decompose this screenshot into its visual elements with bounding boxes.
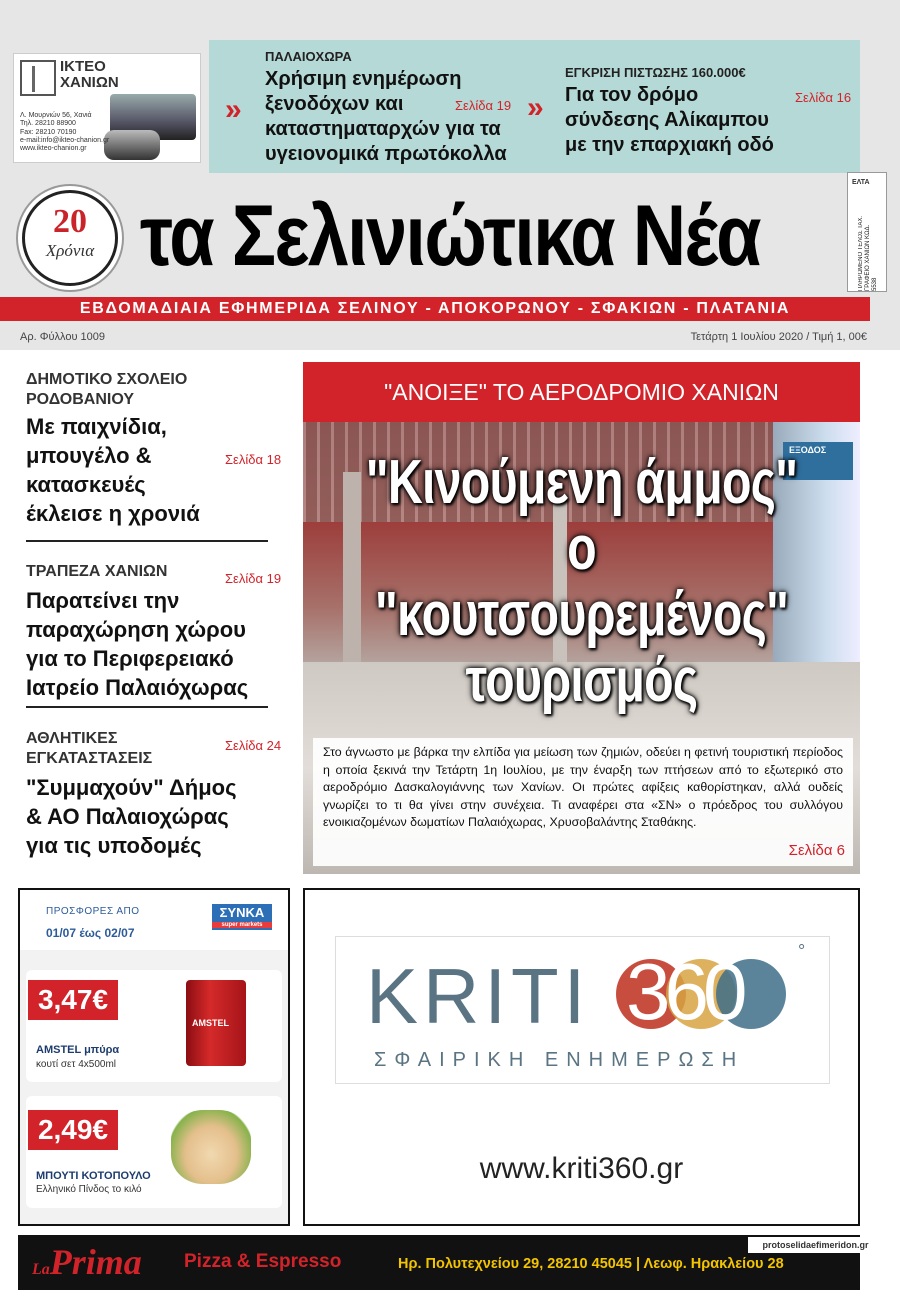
story-3-page: Σελίδα 24 <box>225 738 282 753</box>
synka-brand: ΣΥΝΚΑ <box>219 905 265 920</box>
teaser-right[interactable] <box>565 65 805 158</box>
subtitle-strip: ΕΒΔΟΜΑΔΙΑΙΑ ΕΦΗΜΕΡΙΔΑ ΣΕΛΙΝΟΥ - ΑΠΟΚΟΡΩΝΟΥ - ΣΦΑΚΙΩΝ - ΠΛΑΤΑΝΙΑ <box>0 297 870 321</box>
kriti360-logo <box>335 936 830 1084</box>
kriti-word: KRITI <box>366 952 591 1040</box>
elta-label: ΕΛΤΑ <box>852 179 870 186</box>
ikteo-name-line1: ΙΚΤΕΟ <box>60 58 106 75</box>
story-3-head-line2: & ΑΟ Παλαιοχώρας <box>26 804 229 829</box>
ikteo-name-line2: ΧΑΝΙΩΝ <box>60 74 119 91</box>
la-prima-ad[interactable] <box>18 1235 860 1290</box>
ikteo-web: www.ikteo-chanion.gr <box>20 145 87 153</box>
teaser-left-line3: καταστηματαρχών για τα <box>265 118 501 140</box>
headline-line1: "Κινούμενη άμμος" <box>365 448 798 517</box>
logo-la: La <box>32 1261 50 1278</box>
ikteo-tel: Τηλ. 28210 88900 <box>20 120 76 128</box>
main-story-caption <box>313 738 853 866</box>
chevron-right-icon: » <box>225 93 242 126</box>
teaser-left-page: Σελίδα 19 <box>455 98 512 113</box>
teaser-right-line2: σύνδεσης Αλίκαμπου <box>565 109 769 131</box>
teaser-right-line3: με την επαρχιακή οδό <box>565 134 774 156</box>
prima-tagline: Pizza & Espresso <box>184 1251 342 1272</box>
story-1-head-line3: κατασκευές <box>26 472 146 497</box>
main-story-headline <box>364 450 798 714</box>
elta-text: ΠΛΗΡΩΜΕΝΟ ΤΕΛΟΣ ΤΑΧ. ΓΡΑΦΕΙΟ ΧΑΝΙΩΝ ΚΩΔ. 5538 <box>858 215 878 291</box>
issue-number: Αρ. Φύλλου 1009 <box>20 331 105 343</box>
watermark: protoselidaefimeridon.gr <box>748 1237 883 1253</box>
ikteo-ad[interactable] <box>13 53 201 163</box>
kriti-subtitle: ΣΦΑΙΡΙΚΗ ΕΝΗΜΕΡΩΣΗ <box>374 1049 745 1071</box>
ikteo-info <box>20 112 120 153</box>
headline-line2: ο "κουτσουρεμένος" <box>374 514 789 649</box>
ikteo-name <box>60 59 119 91</box>
postage-stamp <box>847 172 887 292</box>
kriti-number: 360 <box>626 947 742 1036</box>
story-3-kicker-line1: ΑΘΛΗΤΙΚΕΣ <box>26 730 118 747</box>
story-1[interactable] <box>26 370 286 528</box>
issue-date-price: Τετάρτη 1 Ιουλίου 2020 / Τιμή 1, 00€ <box>690 331 867 343</box>
product-name: ΜΠΟΥΤΙ ΚΟΤΟΠΟΥΛΟ <box>36 1170 151 1182</box>
story-1-head-line4: έκλεισε η χρονιά <box>26 501 200 526</box>
product-card[interactable] <box>26 970 282 1082</box>
story-2-kicker: ΤΡΑΠΕΖΑ ΧΑΝΙΩΝ <box>26 563 168 580</box>
teaser-right-line1: Για τον δρόμο <box>565 84 699 106</box>
chevron-right-icon: » <box>527 91 544 124</box>
product-price: 3,47€ <box>28 980 118 1020</box>
story-2-head-line3: για το Περιφερειακό <box>26 646 234 671</box>
main-story[interactable] <box>303 362 860 874</box>
divider <box>26 540 268 542</box>
product-name: AMSTEL μπύρα <box>36 1044 120 1056</box>
product-price: 2,49€ <box>28 1110 118 1150</box>
story-1-kicker-line1: ΔΗΜΟΤΙΚΟ ΣΧΟΛΕΙΟ <box>26 371 188 388</box>
teaser-left-kicker: ΠΑΛΑΙΟΧΩΡΑ <box>265 49 352 64</box>
degree-icon: ° <box>798 941 806 961</box>
headline-line3: τουρισμός <box>465 646 698 715</box>
teaser-left-line4: υγειονομικά πρωτόκολλα <box>265 143 507 165</box>
anniversary-badge <box>22 190 118 286</box>
story-3-head-line1: "Συμμαχούν" Δήμος <box>26 775 237 800</box>
teaser-left-line1: Χρήσιμη ενημέρωση <box>265 68 462 90</box>
exit-sign-text: ΕΞΟΔΟΣ <box>789 445 827 455</box>
synka-header <box>20 890 288 950</box>
synka-logo <box>212 904 272 930</box>
badge-text: Χρόνια <box>45 241 95 260</box>
main-story-page: Σελίδα 6 <box>788 842 845 860</box>
product-card[interactable] <box>26 1096 282 1208</box>
ikteo-fax: Fax: 28210 70190 <box>20 128 77 136</box>
story-2-head-line2: παραχώρηση χώρου <box>26 617 246 642</box>
logo-prima: Prima <box>49 1242 142 1282</box>
divider <box>26 706 268 708</box>
story-1-kicker-line2: ΡΟΔΟΒΑΝΙΟΥ <box>26 391 134 408</box>
kriti-url[interactable]: www.kriti360.gr <box>479 1152 684 1185</box>
chicken-image <box>171 1110 251 1184</box>
prima-address: Ηρ. Πολυτεχνείου 29, 28210 45045 | Λεωφ. Ηρακλείου 28 <box>398 1256 784 1272</box>
masthead-title[interactable]: τα Σελινιώτικα Νέα <box>140 188 760 284</box>
product-desc: Ελληνικό Πίνδος το κιλό <box>36 1184 142 1195</box>
story-3-head-line3: για τις υποδομές <box>26 833 202 858</box>
la-prima-logo <box>32 1237 142 1295</box>
story-2-page: Σελίδα 19 <box>225 571 282 586</box>
kriti360-ad[interactable] <box>303 888 860 1226</box>
ikteo-email: e-mail:info@ikteo-chanion.gr <box>20 136 110 144</box>
story-1-head-line1: Με παιχνίδια, <box>26 414 167 439</box>
story-3-kicker-line2: ΕΓΚΑΤΑΣΤΑΣΕΙΣ <box>26 750 153 767</box>
story-1-page: Σελίδα 18 <box>225 452 282 467</box>
story-2-head-line1: Παρατείνει την <box>26 588 180 613</box>
ikteo-address: Λ. Μουρνιών 56, Χανιά <box>20 112 92 119</box>
beer-cans-image <box>186 980 246 1066</box>
badge-number: 20 <box>53 203 87 240</box>
teaser-left-line2: ξενοδόχων και <box>265 93 404 115</box>
product-desc: κουτί σετ 4x500ml <box>36 1059 117 1070</box>
story-2-head-line4: Ιατρείο Παλαιόχωρας <box>26 675 249 700</box>
ikteo-logo-icon <box>20 60 56 96</box>
teaser-box <box>209 40 860 173</box>
offers-label: ΠΡΟΣΦΟΡΕΣ ΑΠΟ <box>46 906 140 917</box>
teaser-right-page: Σελίδα 16 <box>795 90 852 105</box>
offers-dates: 01/07 έως 02/07 <box>46 926 135 940</box>
story-1-head-line2: μπουγέλο & <box>26 443 152 468</box>
teaser-right-kicker: ΕΓΚΡΙΣΗ ΠΙΣΤΩΣΗΣ 160.000€ <box>565 65 746 80</box>
caption-text: Στο άγνωστο με βάρκα την ελπίδα για μείωση των ζημιών, οδεύει η φετινή τουριστική περίοδος η οποία ξεκινά την Τετάρτη 1η Ιουλίου, με την έναρξη των πτήσεων από το εξωτερικό στο αεροδρόμιο Δασκαλογιάννης των Χανίων. Οι πρώτες αφίξεις καθορίστηκαν, αλλά ουδείς γνωρίζει το τι θα γίνει στην συνέχεια. Τι αναφέρει στα «ΣΝ» ο πρόεδρος του συλλόγου ενοικιαζομένων δωματίων Παλαιόχωρας, Χρυσοβαλάντης Σταθάκης. <box>323 745 843 830</box>
main-story-band: "ΑΝΟΙΞΕ" ΤΟ ΑΕΡΟΔΡΟΜΙΟ ΧΑΝΙΩΝ <box>303 362 860 422</box>
synka-ad[interactable] <box>18 888 290 1226</box>
synka-brand-sub: super markets <box>212 922 272 928</box>
